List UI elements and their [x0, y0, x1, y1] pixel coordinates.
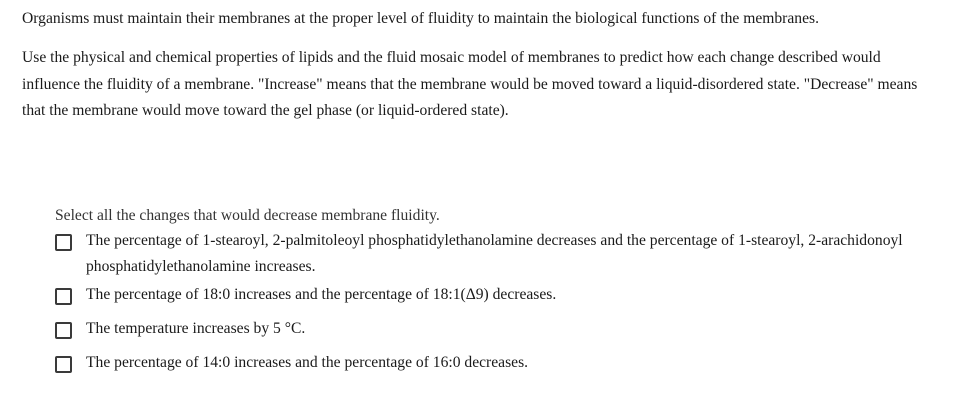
option-4-checkbox[interactable] — [55, 356, 72, 373]
option-3-checkbox[interactable] — [55, 322, 72, 339]
option-4-label[interactable]: The percentage of 14:0 increases and the percentage of 16:0 decreases. — [86, 354, 529, 371]
option-1[interactable] — [55, 232, 946, 280]
option-2-checkbox[interactable] — [55, 288, 72, 305]
option-2[interactable] — [55, 286, 946, 308]
question-intro: Organisms must maintain their membranes at the proper level of fluidity to maintain the biological functions of the membranes. — [22, 10, 819, 27]
option-3-label[interactable]: The temperature increases by 5 °C. — [86, 320, 306, 337]
option-4[interactable] — [55, 354, 946, 376]
option-3[interactable] — [55, 320, 946, 342]
option-2-label[interactable]: The percentage of 18:0 increases and the percentage of 18:1(Δ9) decreases. — [86, 286, 557, 303]
question-prompt: Select all the changes that would decrease membrane fluidity. — [55, 207, 440, 224]
option-1-label[interactable]: The percentage of 1-stearoyl, 2-palmitoleoyl phosphatidylethanolamine decreases and the percentage of 1-stearoyl, 2-arachidonoyl phosphatidylethanolamine increases. — [86, 232, 903, 275]
option-1-checkbox[interactable] — [55, 234, 72, 251]
question-instructions: Use the physical and chemical properties of lipids and the fluid mosaic model of membranes to predict how each change described would influence the fluidity of a membrane. "Increase" means that the membrane would be moved toward a liquid-disordered state. "Decrease" means that the membrane would move toward the gel phase (or liquid-ordered state). — [22, 49, 918, 119]
